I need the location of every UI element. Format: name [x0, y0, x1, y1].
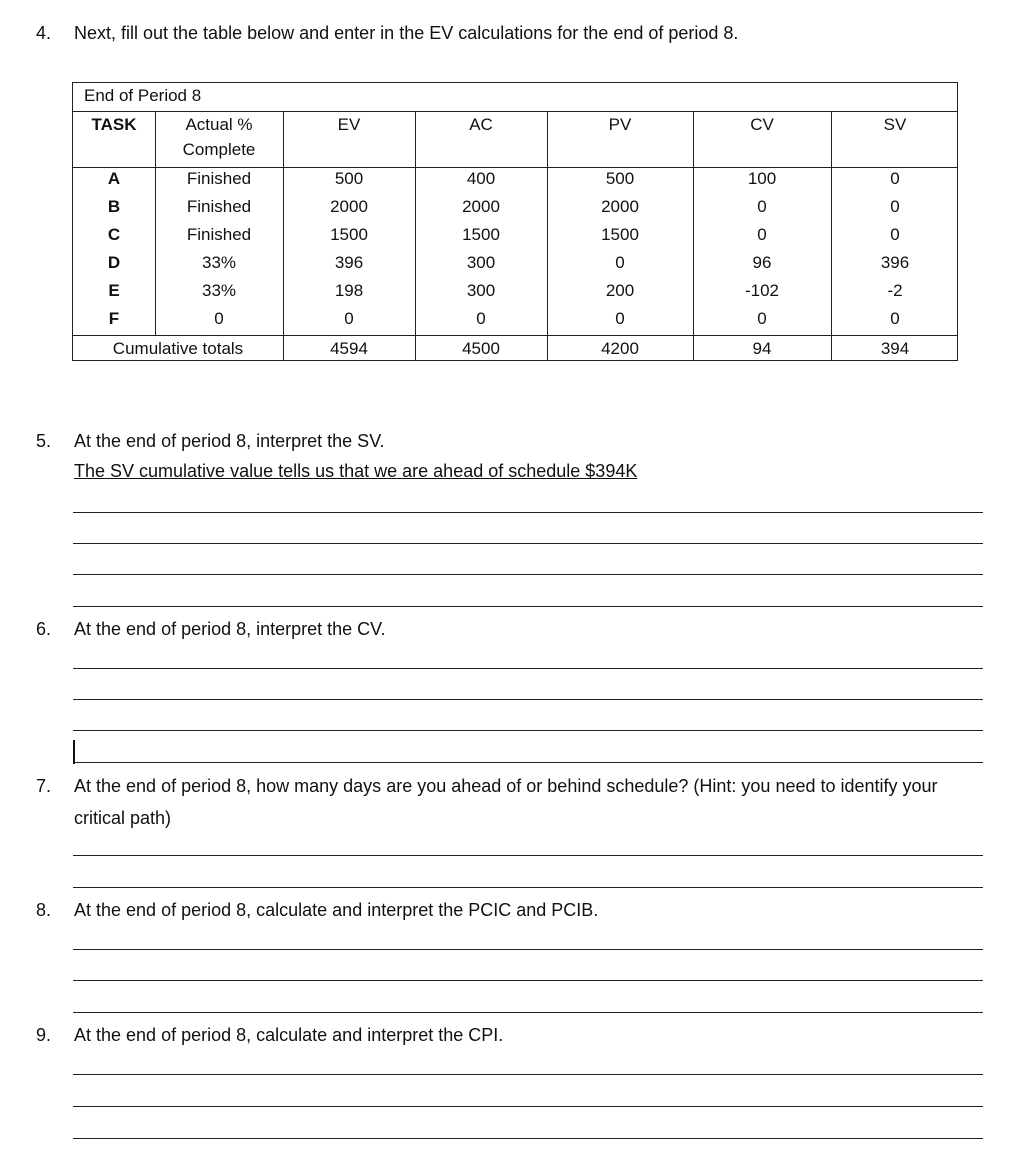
answer-line[interactable] — [73, 1138, 983, 1139]
header-actual-line2: Complete — [182, 140, 256, 159]
totals-cv: 94 — [752, 339, 772, 358]
question-6-text: At the end of period 8, interpret the CV. — [74, 619, 386, 639]
answer-line[interactable] — [73, 1074, 983, 1075]
header-actual-line1: Actual % — [185, 115, 253, 134]
answer-line[interactable] — [73, 606, 983, 607]
table-cell-ev: 2000 — [330, 197, 368, 216]
table-cell-pv: 500 — [605, 169, 635, 188]
table-cell-ev: 396 — [334, 253, 364, 272]
col-divider-cv — [831, 111, 832, 360]
question-6-number: 6. — [36, 619, 52, 639]
answer-line[interactable] — [73, 699, 983, 700]
table-cell-cv: 0 — [757, 197, 767, 216]
totals-pv: 4200 — [601, 339, 639, 358]
table-cell-cv: 100 — [747, 169, 777, 188]
answer-line[interactable] — [73, 668, 983, 669]
answer-line[interactable] — [73, 574, 983, 575]
answer-line[interactable] — [73, 887, 983, 888]
question-7-text: At the end of period 8, how many days are you ahead of or behind schedule? (Hint: you need to identify your critical path) — [74, 776, 938, 828]
table-cell-pv: 1500 — [601, 225, 639, 244]
header-cv: CV — [750, 115, 774, 134]
table-cell-actual: Finished — [186, 169, 252, 188]
table-cell-ac: 2000 — [462, 197, 500, 216]
table-cell-pv: 0 — [615, 309, 625, 328]
table-cell-sv: -2 — [887, 281, 903, 300]
table-cell-cv: 96 — [752, 253, 772, 272]
header-divider — [73, 167, 957, 168]
table-cell-sv: 396 — [880, 253, 910, 272]
table-cell-task: C — [107, 225, 121, 244]
table-cell-ev: 500 — [334, 169, 364, 188]
question-5-answer[interactable]: The SV cumulative value tells us that we are ahead of schedule $394K — [74, 461, 638, 481]
table-cell-actual: 33% — [201, 253, 237, 272]
question-5-text: At the end of period 8, interpret the SV. — [74, 431, 385, 451]
ev-table — [72, 82, 958, 361]
answer-line[interactable] — [73, 762, 983, 763]
table-cell-pv: 200 — [605, 281, 635, 300]
table-cell-ac: 300 — [466, 281, 496, 300]
table-cell-actual: Finished — [186, 197, 252, 216]
question-4-number: 4. — [36, 23, 52, 43]
table-cell-actual: 0 — [214, 309, 224, 328]
col-divider-task — [155, 111, 156, 335]
table-cell-task: D — [107, 253, 121, 272]
col-divider-pv — [693, 111, 694, 360]
question-5-number: 5. — [36, 431, 52, 451]
table-cell-ev: 198 — [334, 281, 364, 300]
table-cell-sv: 0 — [890, 169, 900, 188]
totals-ac: 4500 — [462, 339, 500, 358]
answer-line[interactable] — [73, 730, 983, 731]
table-cell-cv: 0 — [757, 225, 767, 244]
totals-label: Cumulative totals — [112, 339, 244, 358]
table-cell-task: A — [107, 169, 121, 188]
header-ev: EV — [337, 115, 361, 134]
table-cell-sv: 0 — [890, 309, 900, 328]
table-cell-ac: 300 — [466, 253, 496, 272]
table-cell-task: E — [108, 281, 120, 300]
answer-line[interactable] — [73, 949, 983, 950]
text-cursor — [73, 740, 75, 764]
question-8-number: 8. — [36, 900, 52, 920]
table-cell-actual: Finished — [186, 225, 252, 244]
totals-sv: 394 — [880, 339, 910, 358]
answer-line[interactable] — [73, 543, 983, 544]
table-cell-ev: 0 — [344, 309, 354, 328]
totals-divider — [73, 335, 957, 336]
table-cell-sv: 0 — [890, 225, 900, 244]
table-cell-sv: 0 — [890, 197, 900, 216]
table-cell-pv: 0 — [615, 253, 625, 272]
table-cell-actual: 33% — [201, 281, 237, 300]
table-cell-cv: 0 — [757, 309, 767, 328]
answer-line[interactable] — [73, 980, 983, 981]
question-7-number: 7. — [36, 776, 52, 796]
answer-line[interactable] — [73, 512, 983, 513]
question-9-number: 9. — [36, 1025, 52, 1045]
table-cell-pv: 2000 — [601, 197, 639, 216]
table-cell-task: B — [107, 197, 121, 216]
table-cell-ac: 400 — [466, 169, 496, 188]
table-cell-ac: 0 — [476, 309, 486, 328]
header-pv: PV — [608, 115, 632, 134]
table-caption: End of Period 8 — [84, 86, 202, 105]
question-4-text: Next, fill out the table below and enter in the EV calculations for the end of period 8. — [74, 23, 739, 43]
totals-ev: 4594 — [330, 339, 368, 358]
question-8-text: At the end of period 8, calculate and interpret the PCIC and PCIB. — [74, 900, 599, 920]
answer-line[interactable] — [73, 855, 983, 856]
answer-line[interactable] — [73, 1106, 983, 1107]
table-cell-ac: 1500 — [462, 225, 500, 244]
col-divider-actual — [283, 111, 284, 360]
col-divider-ev — [415, 111, 416, 360]
answer-line[interactable] — [73, 1012, 983, 1013]
table-cell-cv: -102 — [744, 281, 780, 300]
col-divider-ac — [547, 111, 548, 360]
question-9-text: At the end of period 8, calculate and interpret the CPI. — [74, 1025, 504, 1045]
caption-divider — [73, 111, 957, 112]
header-sv: SV — [883, 115, 907, 134]
header-task: TASK — [91, 115, 137, 134]
table-cell-task: F — [108, 309, 120, 328]
header-ac: AC — [469, 115, 493, 134]
table-cell-ev: 1500 — [330, 225, 368, 244]
